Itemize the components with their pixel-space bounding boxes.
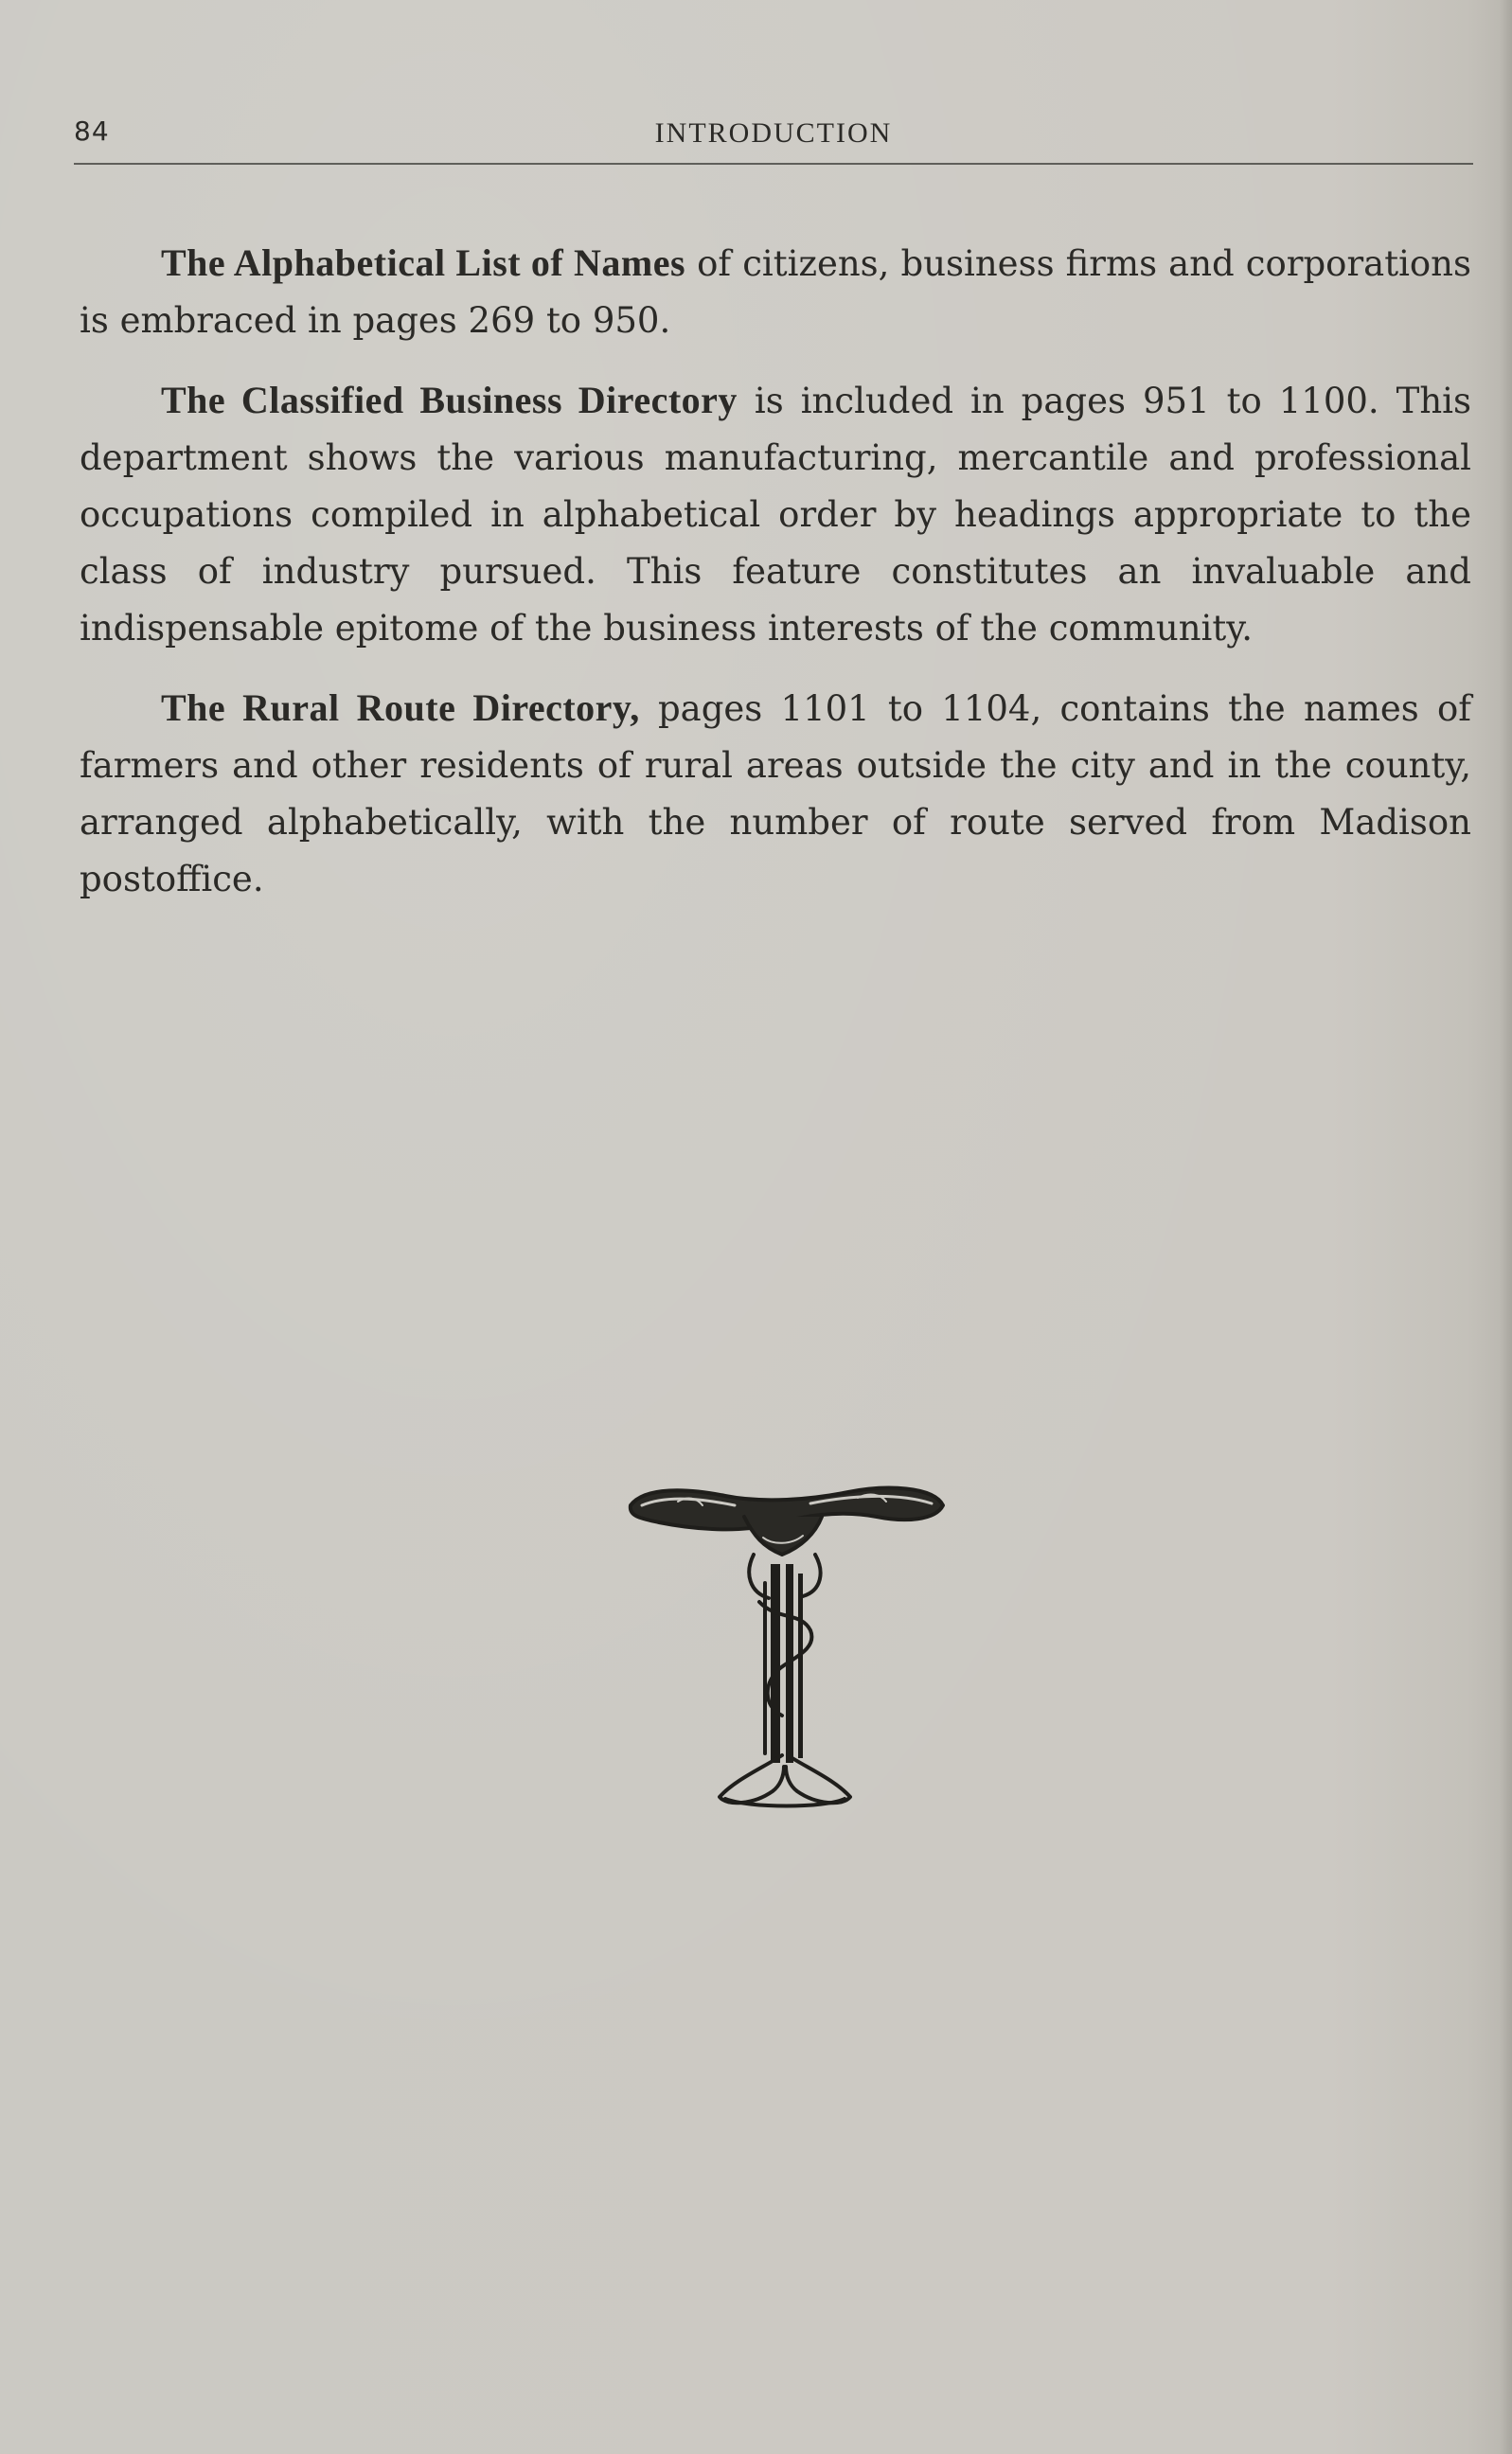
paragraph-text: is included in pages 951 to 1100. This department shows the various manufacturing, mercantile and professional occupations compiled in alphabetical order by headings appropriate to the class of industry pursued. This feature constitutes an invaluable and indispensable epitome of the business interests of the community. bbox=[80, 381, 1471, 649]
paragraph-text: pages 1101 to 1104, contains the names of farmers and other residents of rural areas outside the city and in the county, arranged alphabetically, with the number of route served from Madison postoffice. bbox=[80, 688, 1472, 899]
paragraph-lead: The Classified Business Directory bbox=[161, 379, 738, 421]
page-edge bbox=[1499, 0, 1512, 2454]
paragraph-classified-directory bbox=[80, 372, 1471, 657]
paragraph-lead: The Alphabetical List of Names bbox=[161, 241, 686, 284]
header-rule bbox=[74, 163, 1473, 165]
decorative-letter-t-icon bbox=[621, 1479, 952, 1815]
paragraph-text: of citizens, business firms and corporations is embraced in pages 269 to 950. bbox=[80, 243, 1471, 341]
page-number: 84 bbox=[74, 116, 110, 147]
page-header bbox=[74, 116, 1473, 157]
paragraph-rural-route bbox=[80, 680, 1471, 908]
running-head: INTRODUCTION bbox=[654, 117, 893, 149]
paragraph-lead: The Rural Route Directory, bbox=[161, 686, 640, 729]
body-text bbox=[80, 235, 1471, 931]
paragraph-alphabetical-list bbox=[80, 235, 1471, 349]
